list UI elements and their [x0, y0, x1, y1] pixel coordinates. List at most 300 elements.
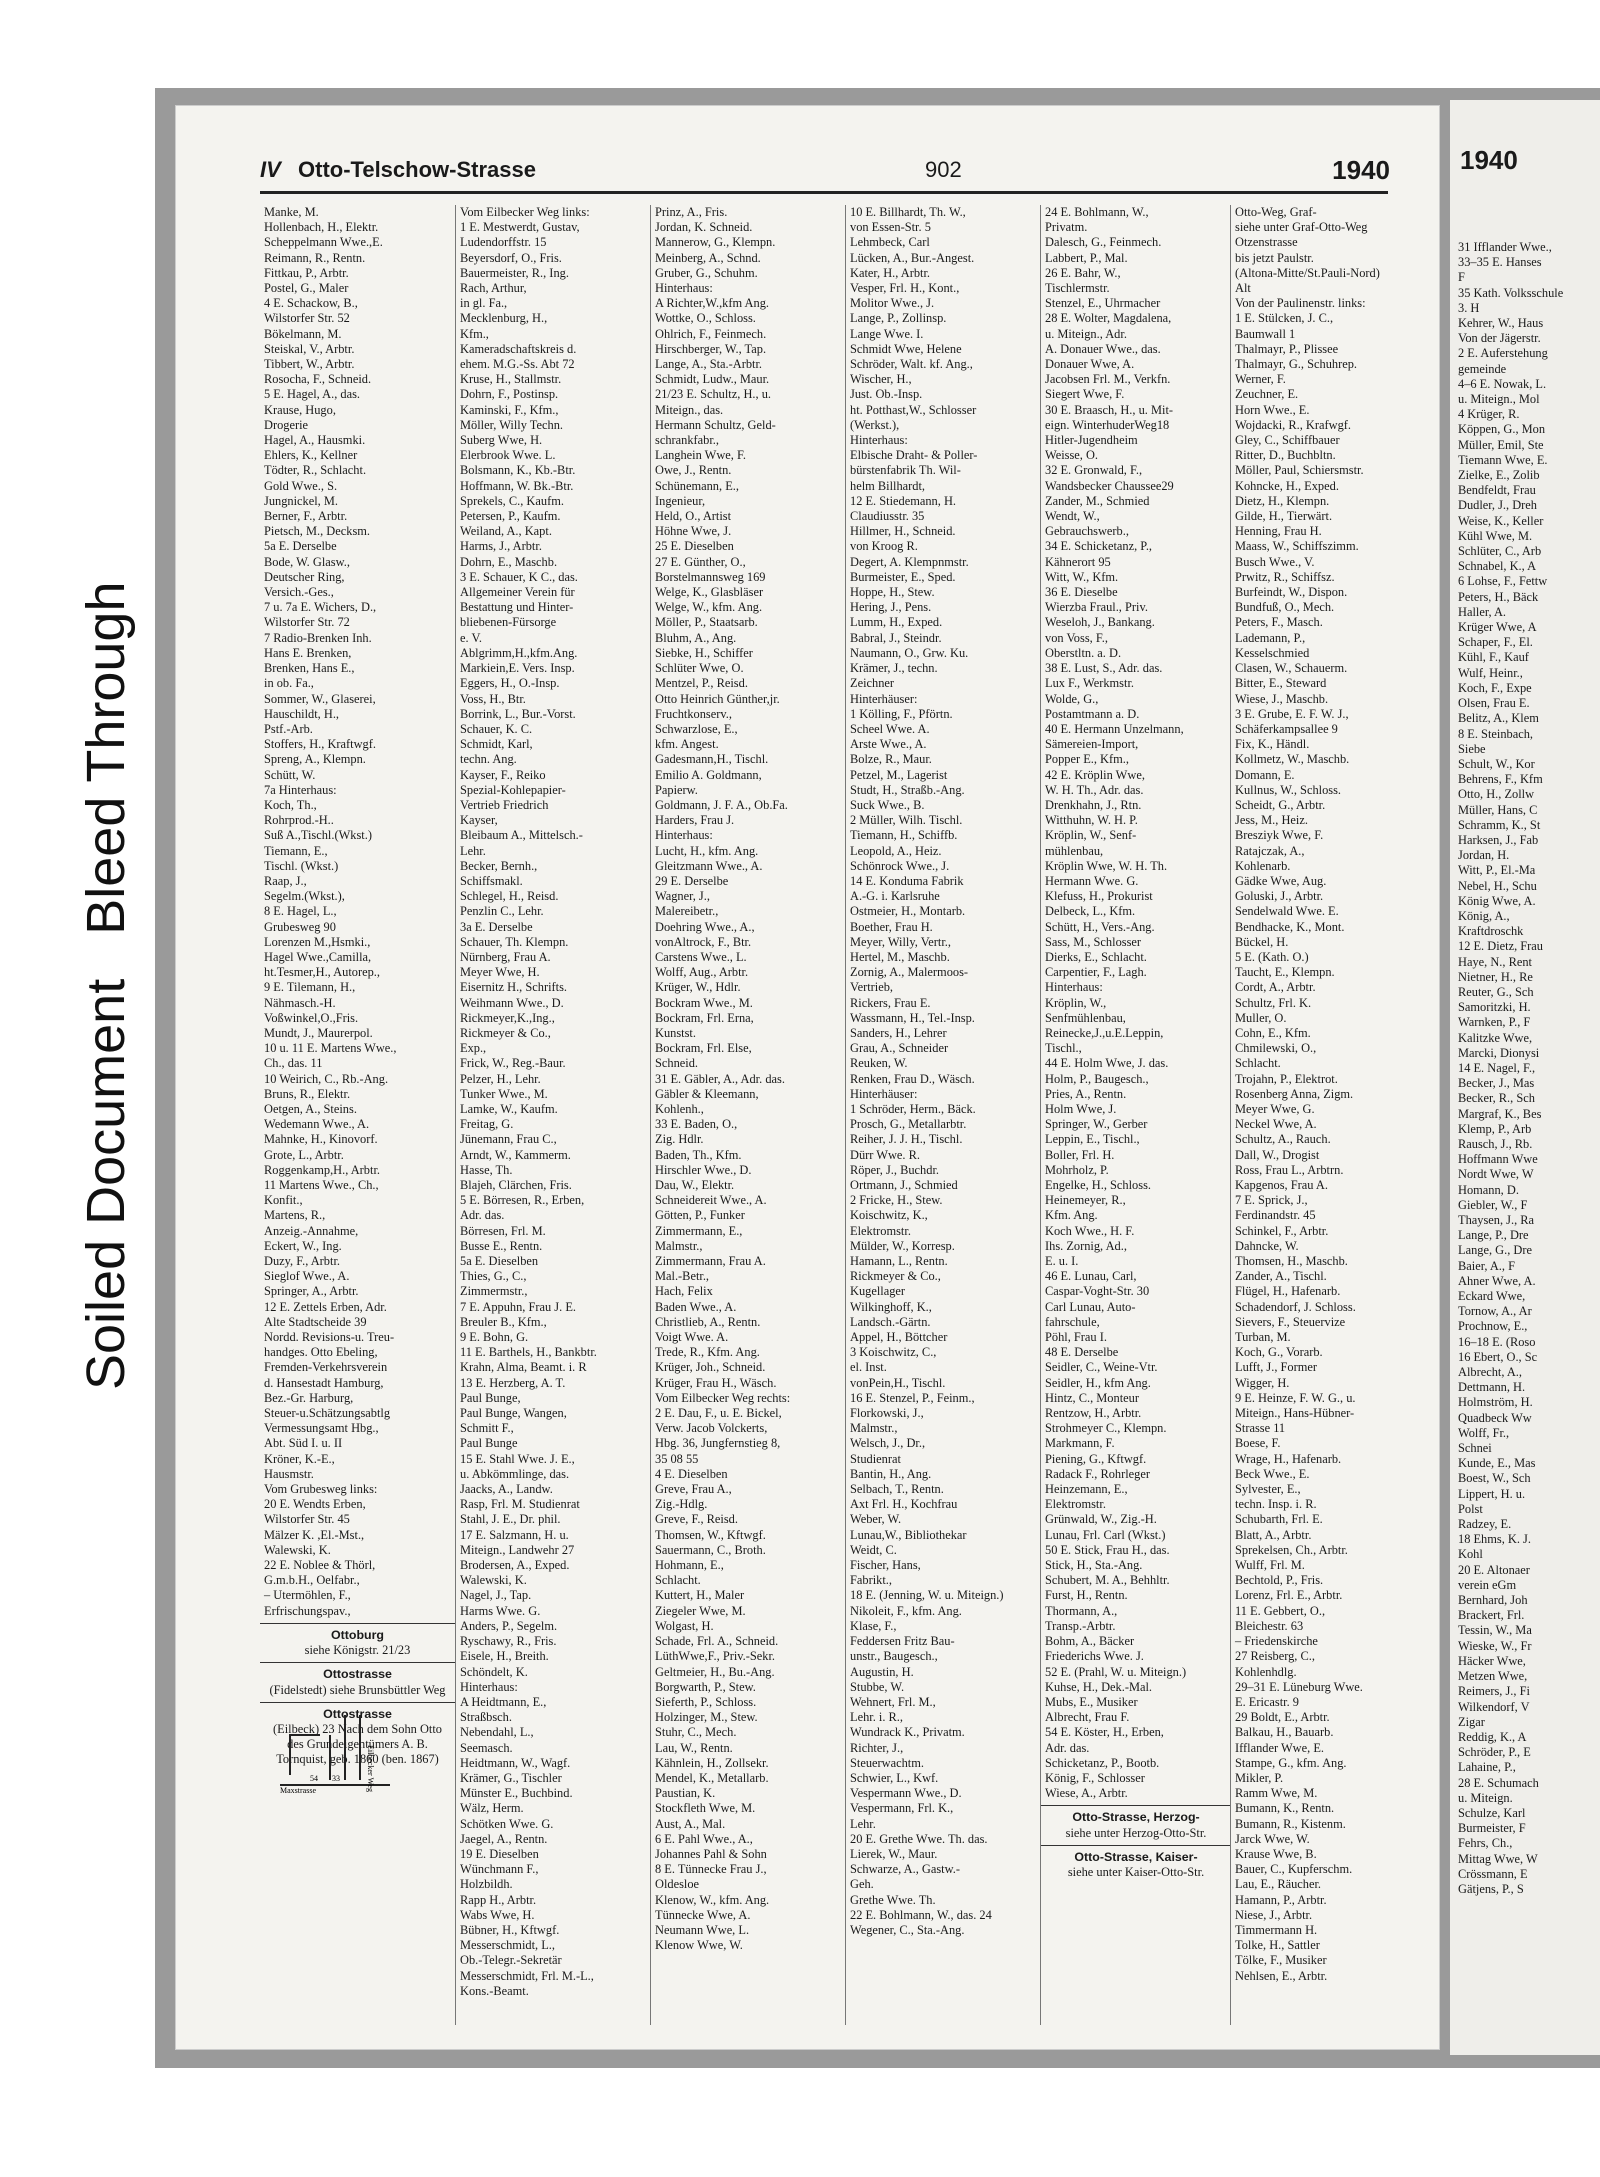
entry-line: 22 E. Noblee & Thörl,	[264, 1558, 376, 1573]
entry-line: Suberg Wwe, H.	[460, 433, 543, 448]
entry-line: 33–35 E. Hanses	[1458, 255, 1542, 270]
entry-line: 3 E. Schauer, K C., das.	[460, 569, 578, 584]
entry-line: Henning, Frau H.	[1235, 524, 1322, 539]
entry-line: 48 E. Derselbe	[1045, 1345, 1119, 1360]
entry-line: 35 Kath. Volksschule	[1458, 285, 1564, 300]
entry-line: Welsch, J., Dr.,	[850, 1436, 926, 1451]
entry-line: Siebe	[1458, 741, 1486, 756]
entry-line: Thalmayr, G., Schuhrep.	[1235, 357, 1358, 372]
entry-line: Mittag Wwe, W	[1458, 1851, 1538, 1866]
entry-line: Krüger, Joh., Schneid.	[655, 1360, 766, 1375]
entry-line: Boether, Frau H.	[850, 919, 933, 934]
entry-line: Lunau, Frl. Carl (Wkst.)	[1045, 1527, 1166, 1542]
entry-line: Polst	[1458, 1501, 1483, 1516]
entry-line: 10 E. Billhardt, Th. W.,	[850, 205, 966, 219]
entry-line: verein eGm	[1458, 1577, 1517, 1592]
entry-line: fahrschule,	[1045, 1314, 1100, 1329]
entry-line: Alt	[1235, 281, 1251, 296]
entry-line: Hering, J., Pens.	[850, 600, 932, 615]
entry-line: Boller, Frl. H.	[1045, 1147, 1115, 1162]
entry-line: Fabrikt.,	[850, 1573, 892, 1588]
entry-line: Just. Ob.-Insp.	[850, 387, 923, 402]
entry-line: 50 E. Stick, Frau H., das.	[1045, 1542, 1170, 1557]
entry-line: Adr. das.	[1045, 1740, 1090, 1755]
entry-line: Appel, H., Böttcher	[850, 1330, 948, 1345]
entry-line: Wottke, O., Schloss.	[655, 311, 756, 326]
entry-line: Lange, A., Sta.-Arbtr.	[655, 357, 763, 372]
entry-line: Wolff, Fr.,	[1458, 1425, 1510, 1440]
entry-line: Albrecht, A.,	[1458, 1365, 1523, 1380]
street-note: siehe unter Herzog-Otto-Str.	[1065, 1825, 1207, 1840]
entry-line: Schubarth, Frl. E.	[1235, 1512, 1323, 1527]
entry-line: e. V.	[460, 630, 482, 645]
entry-line: ht.Tesmer,H., Autorep.,	[264, 965, 380, 980]
entry-line: Metzen Wwe,	[1458, 1669, 1528, 1684]
entry-line: Furst, H., Rentn.	[1045, 1588, 1128, 1603]
entry-line: Schötken Wwe. G.	[460, 1816, 554, 1831]
entry-line: Werner, F.	[1235, 372, 1286, 387]
entry-line: Mälzer K. ,El.-Mst.,	[264, 1527, 365, 1542]
entry-line: Harders, Frau J.	[655, 813, 735, 828]
entry-line: Kühl, F., Kauf	[1458, 650, 1529, 665]
entry-line: Krämer, G., Tischler	[460, 1770, 562, 1785]
column-3	[650, 205, 846, 2025]
entry-line: Bolze, R., Maur.	[850, 752, 932, 767]
entry-line: Zig.-Hdlg.	[655, 1497, 708, 1512]
entry-line: Rohrprod.-H..	[264, 813, 334, 828]
entry-line: Kähnerort 95	[1045, 554, 1111, 569]
street-range: Otto-Telschow-Strasse	[298, 157, 536, 182]
entry-line: Blatt, A., Arbtr.	[1235, 1527, 1312, 1542]
entry-line: Schauer, K. C.	[460, 721, 533, 736]
entry-line: Ferdinandstr. 45	[1235, 1208, 1316, 1223]
entry-line: Rickers, Frau E.	[850, 995, 931, 1010]
entry-line: Geltmeier, H., Bu.-Ang.	[655, 1664, 775, 1679]
entry-line: Elektromstr.	[850, 1223, 911, 1238]
entry-line: Voigt Wwe. A.	[655, 1330, 729, 1345]
entry-line: G.m.b.H., Oelfabr.,	[264, 1573, 360, 1588]
entry-line: Vom Grubesweg links:	[264, 1482, 378, 1497]
entry-line: Klenow, W., kfm. Ang.	[655, 1892, 770, 1907]
entry-line: Vermessungsamt Hbg.,	[264, 1421, 379, 1436]
entry-line: Grethe Wwe. Th.	[850, 1892, 936, 1907]
entry-line: F	[1458, 270, 1465, 285]
entry-line: Sendelwald Wwe. E.	[1235, 904, 1339, 919]
entry-line: Rausch, J., Rb.	[1458, 1136, 1533, 1151]
entry-line: Behrens, F., Kfm	[1458, 772, 1543, 787]
entry-line: Raap, J.,	[264, 873, 307, 888]
entry-line: Jacobsen Frl. M., Verkfn.	[1045, 372, 1171, 387]
entry-line: Hinterhaus:	[655, 828, 713, 843]
entry-line: Albrecht, Frau F.	[1045, 1710, 1130, 1725]
entry-line: Muller, O.	[1235, 1010, 1287, 1025]
entry-line: Wundrack K., Privatm.	[850, 1725, 965, 1740]
entry-line: Nietner, H., Re	[1458, 969, 1533, 984]
entry-line: 36 E. Dieselbe	[1045, 585, 1118, 600]
column-6	[1230, 205, 1406, 2025]
street-heading: Ottostrasse	[323, 1706, 392, 1721]
entry-line: Boese, F.	[1235, 1436, 1281, 1451]
entry-line: Wolff, Aug., Arbtr.	[655, 965, 749, 980]
entry-line: Schröder, P., E	[1458, 1745, 1531, 1760]
entry-line: Adr. das.	[460, 1208, 505, 1223]
entry-line: Schade, Frl. A., Schneid.	[655, 1634, 779, 1649]
entry-line: Hasse, Th.	[460, 1162, 513, 1177]
entry-line: Ramm Wwe, M.	[1235, 1786, 1318, 1801]
entry-line: 12 E. Stiedemann, H.	[850, 493, 956, 508]
entry-line: Sievers, F., Steuervize	[1235, 1314, 1346, 1329]
entry-line: Oetgen, A., Steins.	[264, 1101, 357, 1116]
entry-line: Otzenstrasse	[1235, 235, 1298, 250]
entry-line: 11 E. Gebbert, O.,	[1235, 1603, 1326, 1618]
entry-line: Kunde, E., Mas	[1458, 1456, 1536, 1471]
entry-line: Voss, H., Btr.	[460, 691, 526, 706]
entry-line: Hinterhäuser:	[850, 691, 918, 706]
entry-line: Kohlenarb.	[1235, 858, 1291, 873]
entry-line: Voßwinkel,O.,Fris.	[264, 1010, 359, 1025]
entry-line: Gold Wwe., S.	[264, 478, 338, 493]
entry-line: Fischer, Hans,	[850, 1558, 921, 1573]
entry-line: Becker, Bernh.,	[460, 858, 538, 873]
entry-line: Hach, Felix	[655, 1284, 713, 1299]
entry-line: Petersen, P., Kaufm.	[460, 509, 561, 524]
entry-line: Zig. Hdlr.	[655, 1132, 704, 1147]
entry-line: Ziegeler Wwe, M.	[655, 1603, 746, 1618]
entry-line: Schlacht.	[1235, 1056, 1281, 1071]
entry-line: Kollmetz, W., Maschb.	[1235, 752, 1350, 767]
entry-line: König, F., Schlosser	[1045, 1770, 1145, 1785]
entry-line: Schlegel, H., Reisd.	[460, 889, 559, 904]
entry-line: 8 E. Tünnecke Frau J.,	[655, 1862, 767, 1877]
entry-line: Becker, J., Mas	[1458, 1076, 1535, 1091]
entry-line: Reimann, R., Rentn.	[264, 250, 366, 265]
entry-line: Arste Wwe., A.	[850, 737, 927, 752]
entry-line: Brodersen, A., Exped.	[460, 1558, 570, 1573]
entry-line: el. Inst.	[850, 1360, 887, 1375]
entry-line: Häcker Wwe,	[1458, 1653, 1526, 1668]
entry-line: Ahner Wwe, A.	[1458, 1273, 1536, 1288]
entry-line: Klemp, P., Arb	[1458, 1121, 1532, 1136]
entry-line: Dall, W., Drogist	[1235, 1147, 1320, 1162]
entry-line: Koischwitz, K.,	[850, 1208, 928, 1223]
entry-line: Goluski, J., Arbtr.	[1235, 889, 1324, 904]
entry-line: Degert, A. Klempnmstr.	[850, 554, 969, 569]
entry-line: Markiein,E. Vers. Insp.	[460, 661, 575, 676]
entry-line: Eisernitz H., Schrifts.	[460, 980, 568, 995]
street-map	[270, 1705, 410, 1795]
entry-line: 29 Boldt, E., Arbtr.	[1235, 1710, 1330, 1725]
entry-line: Sass, M., Schlosser	[1045, 934, 1142, 949]
header-rule	[260, 191, 1388, 194]
entry-line: Sauermann, C., Broth.	[655, 1542, 766, 1557]
entry-line: Maass, W., Schiffszimm.	[1235, 539, 1359, 554]
entry-line: Otto Heinrich Günther,jr.	[655, 691, 780, 706]
entry-line: Bendhacke, K., Mont.	[1235, 919, 1345, 934]
entry-line: Siegert Wwe, F.	[1045, 387, 1125, 402]
entry-line: 7 Radio-Brenken Inh.	[264, 630, 372, 645]
entry-line: Lunau,W., Bibliothekar	[850, 1527, 967, 1542]
entry-line: Ohlrich, F., Feinmech.	[655, 326, 767, 341]
entry-line: Heinzemann, E.,	[1045, 1482, 1128, 1497]
entry-line: Hertel, M., Maschb.	[850, 949, 950, 964]
entry-line: Bundfuß, O., Mech.	[1235, 600, 1335, 615]
entry-line: Scheppelmann Wwe.,E.	[264, 235, 383, 250]
entry-line: Siebke, H., Schiffer	[655, 645, 753, 660]
entry-line: Prinz, A., Fris.	[655, 205, 728, 219]
entry-line: Zigar	[1458, 1714, 1485, 1729]
entry-line: Grünwald, W., Zig.-H.	[1045, 1512, 1157, 1527]
entry-line: Möller, Paul, Schiersmstr.	[1235, 463, 1364, 478]
entry-line: Lücken, A., Bur.-Angest.	[850, 250, 975, 265]
entry-line: Florkowski, J.,	[850, 1406, 924, 1421]
entry-line: Klefuss, H., Prokurist	[1045, 889, 1153, 904]
entry-line: helm Billhardt,	[850, 478, 926, 493]
entry-line: Donauer Wwe, A.	[1045, 357, 1135, 372]
entry-line: Busch Wwe., V.	[1235, 554, 1315, 569]
entry-line: Koch, Th.,	[264, 797, 317, 812]
entry-line: Tessin, W., Ma	[1458, 1623, 1532, 1638]
entry-line: Wulf, Heinr.,	[1458, 665, 1523, 680]
entry-line: 7 E. Sprick, J.,	[1235, 1193, 1308, 1208]
entry-line: Privatm.	[1045, 220, 1088, 235]
entry-line: Schwier, L., Kwf.	[850, 1770, 939, 1785]
entry-line: Beyersdorf, O., Fris.	[460, 250, 562, 265]
entry-line: Augustin, H.	[850, 1664, 914, 1679]
entry-line: 19 E. Dieselben	[460, 1846, 539, 1861]
entry-line: Ingenieur,	[655, 493, 706, 508]
entry-line: Ehlers, K., Kellner	[264, 448, 358, 463]
entry-line: Holm Wwe, J.	[1045, 1101, 1117, 1116]
entry-line: Tischl. (Wkst.)	[264, 858, 339, 873]
entry-line: Giebler, W., F	[1458, 1197, 1528, 1212]
section-divider	[260, 1702, 455, 1703]
entry-line: Lahaine, P.,	[1458, 1760, 1516, 1775]
entry-line: – Utermöhlen, F.,	[264, 1588, 351, 1603]
entry-line: Kayser,	[460, 813, 498, 828]
entry-line: Hinterhaus:	[655, 281, 713, 296]
entry-line: Seemasch.	[460, 1740, 513, 1755]
entry-line: Sämereien-Import,	[1045, 737, 1139, 752]
entry-line: A Richter,W.,kfm Ang.	[655, 296, 769, 311]
entry-line: Wiese, A., Arbtr.	[1045, 1786, 1128, 1801]
entry-line: 44 E. Holm Wwe, J. das.	[1045, 1056, 1169, 1071]
entry-line: Vespermann, Frl. K.,	[850, 1801, 954, 1816]
entry-line: Stubbe, W.	[850, 1679, 905, 1694]
facing-page	[1450, 100, 1600, 2055]
entry-line: Wilkinghoff, K.,	[850, 1299, 932, 1314]
street-heading: Otto-Strasse, Kaiser-	[1074, 1849, 1198, 1864]
entry-line: 12 E. Zettels Erben, Adr.	[264, 1299, 387, 1314]
entry-line: Wehnert, Frl. M.,	[850, 1694, 936, 1709]
entry-line: Tiemann, H., Schiffb.	[850, 828, 958, 843]
entry-line: Koch, G., Vorarb.	[1235, 1345, 1323, 1360]
entry-line: Schmidt Wwe, Helene	[850, 341, 962, 356]
entry-line: Fehrs, Ch.,	[1458, 1836, 1513, 1851]
entry-line: Wandsbecker Chaussee29	[1045, 478, 1174, 493]
entry-line: Nordd. Revisions-u. Treu-	[264, 1330, 395, 1345]
entry-line: Gley, C., Schiffbauer	[1235, 433, 1340, 448]
entry-line: Wilstorfer Str. 52	[264, 311, 350, 326]
entry-line: Klase, F.,	[850, 1618, 897, 1633]
entry-line: Nagel, J., Tap.	[460, 1588, 532, 1603]
entry-line: Bleibaum A., Mittelsch.-	[460, 828, 583, 843]
entry-line: Lau, E., Räucher.	[1235, 1877, 1322, 1892]
entry-line: Freitag, G.	[460, 1117, 514, 1132]
entry-line: 32 E. Gronwald, F.,	[1045, 463, 1143, 478]
entry-line: Krüger, W., Hdlr.	[655, 980, 741, 995]
entry-line: Trede, R., Kfm. Ang.	[655, 1345, 760, 1360]
entry-line: ehem. M.G.-Ss. Abt 72	[460, 357, 575, 372]
entry-line: Engelke, H., Schloss.	[1045, 1178, 1151, 1192]
entry-line: Walewski, K.	[460, 1573, 527, 1588]
entry-line: Blajeh, Clärchen, Fris.	[460, 1178, 572, 1192]
entry-line: Jaacks, A., Landw.	[460, 1482, 553, 1497]
entry-line: Dau, W., Elektr.	[655, 1178, 735, 1192]
entry-line: 40 E. Hermann Unzelmann,	[1045, 721, 1184, 736]
entry-line: Aust, A., Mal.	[655, 1816, 726, 1831]
entry-line: Kugellager	[850, 1284, 906, 1299]
entry-line: Popper E., Kfm.,	[1045, 752, 1129, 767]
entry-line: Otto, H., Zollw	[1458, 787, 1535, 802]
entry-line: Arndt, W., Kammerm.	[460, 1147, 571, 1162]
entry-line: Reuter, G., Sch	[1458, 984, 1534, 999]
entry-line: Verw. Jacob Volckerts,	[655, 1421, 768, 1436]
entry-line: Oberstltn. a. D.	[1045, 645, 1122, 660]
entry-line: techn. Ang.	[460, 752, 517, 767]
entry-line: 16 Ebert, O., Sc	[1458, 1349, 1538, 1364]
entry-line: 1 Kölling, F., Pförtn.	[850, 706, 953, 721]
section-divider	[1041, 1845, 1231, 1846]
entry-line: Owe, J., Rentn.	[655, 463, 732, 478]
entry-line: Transp.-Arbtr.	[1045, 1618, 1116, 1633]
entry-line: E. u. I.	[1045, 1254, 1079, 1269]
entry-line: LüthWwe,F., Priv.-Sekr.	[655, 1649, 776, 1664]
entry-line: Schultz, Frl. K.	[1235, 995, 1312, 1010]
entry-line: von Kroog R.	[850, 539, 918, 554]
entry-line: Suß A.,Tischl.(Wkst.)	[264, 828, 372, 843]
entry-line: Markmann, F.	[1045, 1436, 1115, 1451]
entry-line: Strasse 11	[1235, 1421, 1286, 1436]
entry-line: Sieglof Wwe., A.	[264, 1269, 350, 1284]
entry-line: 28 E. Wolter, Magdalena,	[1045, 311, 1172, 326]
entry-line: Claudiusstr. 35	[850, 509, 925, 524]
entry-line: Quadbeck Ww	[1458, 1410, 1532, 1425]
entry-line: Thaysen, J., Ra	[1458, 1213, 1535, 1227]
entry-line: Eckert, W., Ing.	[264, 1238, 342, 1253]
entry-line: 6 Lohse, F., Fettw	[1458, 574, 1548, 589]
entry-line: Stick, H., Sta.-Ang.	[1045, 1558, 1143, 1573]
entry-line: Pietsch, M., Decksm.	[264, 524, 370, 539]
entry-line: Hirschler Wwe., D.	[655, 1162, 752, 1177]
facing-column	[1458, 240, 1598, 1897]
entry-line: Vespermann Wwe., D.	[850, 1786, 962, 1801]
entry-line: Bumann, K., Rentn.	[1235, 1801, 1335, 1816]
entry-line: Fittkau, P., Arbtr.	[264, 265, 349, 280]
entry-line: 7 u. 7a E. Wichers, D.,	[264, 600, 377, 615]
entry-line: Rapp H., Arbtr.	[460, 1892, 537, 1907]
entry-line: Johannes Pahl & Sohn	[655, 1846, 767, 1861]
entry-line: Hans E. Brenken,	[264, 645, 352, 660]
entry-line: Straßbsch.	[460, 1710, 512, 1725]
entry-line: Wischer, H.,	[850, 372, 912, 387]
entry-line: Oldesloe	[655, 1877, 700, 1892]
entry-line: 3 E. Grube, E. F. W. J.,	[1235, 706, 1349, 721]
entry-line: Hinterhaus:	[1045, 980, 1103, 995]
entry-line: 14 E. Nagel, F.,	[1458, 1060, 1536, 1075]
entry-line: Schönrock Wwe., J.	[850, 858, 950, 873]
entry-line: Kröplin, W.,	[1045, 995, 1107, 1010]
entry-line: Schauer, Th. Klempn.	[460, 934, 569, 949]
entry-line: u. Miteign.	[1458, 1790, 1513, 1805]
entry-line: 8 E. Steinbach,	[1458, 726, 1534, 741]
entry-line: Richter, J.,	[850, 1740, 904, 1755]
entry-line: Pöhl, Frau I.	[1045, 1330, 1107, 1345]
entry-line: 2 Fricke, H., Stew.	[850, 1193, 943, 1208]
street-note: (Eilbeck) 23 Nach dem Sohn Otto des Grundeigentümers A. B. Tornquist, geb. 1860 (ben. 1867)	[273, 1721, 442, 1767]
entry-line: Miteign., Landwehr 27	[460, 1542, 575, 1557]
entry-line: Mentzel, P., Reisd.	[655, 676, 748, 691]
entry-line: Sprekelsen, Ch., Arbtr.	[1235, 1542, 1348, 1557]
entry-line: Kons.-Beamt.	[460, 1983, 529, 1998]
entry-line: Drenkhahn, J., Rtn.	[1045, 797, 1142, 812]
entry-line: Rickmeyer,K.,Ing.,	[460, 1010, 555, 1025]
entry-line: Lau, W., Rentn.	[655, 1740, 733, 1755]
entry-line: unstr., Baugesch.,	[850, 1649, 938, 1664]
entry-line: König Wwe, A.	[1458, 893, 1536, 908]
entry-line: Schwarzlose, E.,	[655, 721, 738, 736]
entry-line: Horn Wwe., E.	[1235, 402, 1310, 417]
entry-line: Roggenkamp,H., Arbtr.	[264, 1162, 380, 1177]
entry-line: 21/23 E. Schultz, H., u.	[655, 387, 771, 402]
entry-line: Schmidt, Ludw., Maur.	[655, 372, 770, 387]
entry-line: vonPein,H., Tischl.	[850, 1375, 946, 1390]
entry-line: Schulze, Karl	[1458, 1805, 1526, 1820]
entry-line: Versich.-Ges.,	[264, 585, 334, 600]
entry-line: Emilio A. Goldmann,	[655, 767, 762, 782]
entry-line: 12 E. Dietz, Frau	[1458, 939, 1543, 954]
entry-line: Pries, A., Rentn.	[1045, 1086, 1127, 1101]
entry-line: Schicketanz, P., Bootb.	[1045, 1755, 1160, 1770]
entry-line: Kraftdroschk	[1458, 924, 1524, 939]
entry-line: Bockram, Frl. Erna,	[655, 1010, 754, 1025]
entry-line: Olsen, Frau E.	[1458, 696, 1530, 711]
entry-line: Homann, D.	[1458, 1182, 1519, 1197]
entry-line: Ortmann, J., Schmied	[850, 1178, 958, 1192]
entry-line: Holzbildh.	[460, 1877, 513, 1892]
street-heading: Ottoburg	[331, 1627, 384, 1642]
entry-line: 9 E. Tilemann, H.,	[264, 980, 356, 995]
entry-line: Friederichs Wwe. J.	[1045, 1649, 1144, 1664]
entry-line: Bockram, Frl. Else,	[655, 1041, 752, 1056]
entry-line: Gilde, H., Tierwärt.	[1235, 509, 1333, 524]
entry-line: Möller, Willy Techn.	[460, 417, 563, 432]
entry-line: Hinterhäuser:	[850, 1086, 918, 1101]
entry-line: Segelm.(Wkst.),	[264, 889, 345, 904]
entry-line: Sylvester, E.,	[1235, 1482, 1301, 1497]
entry-line: Wierzba Fraul., Priv.	[1045, 600, 1148, 615]
entry-line: Paul Bunge, Wangen,	[460, 1406, 567, 1421]
soiled-document-label: Soiled Document	[76, 978, 136, 1390]
entry-line: Rach, Arthur,	[460, 281, 527, 296]
entry-line: Flügel, H., Hafenarb.	[1235, 1284, 1341, 1299]
entry-line: handges. Otto Ebeling,	[264, 1345, 378, 1360]
entry-line: 3. H	[1458, 300, 1480, 315]
entry-line: 2 E. Dau, F., u. E. Bickel,	[655, 1406, 782, 1421]
entry-line: Peters, H., Bäck	[1458, 589, 1539, 604]
entry-line: 52 E. (Prahl, W. u. Miteign.)	[1045, 1664, 1187, 1679]
entry-line: Radack F., Rohrleger	[1045, 1466, 1150, 1481]
entry-line: Hollenbach, H., Elektr.	[264, 220, 379, 235]
